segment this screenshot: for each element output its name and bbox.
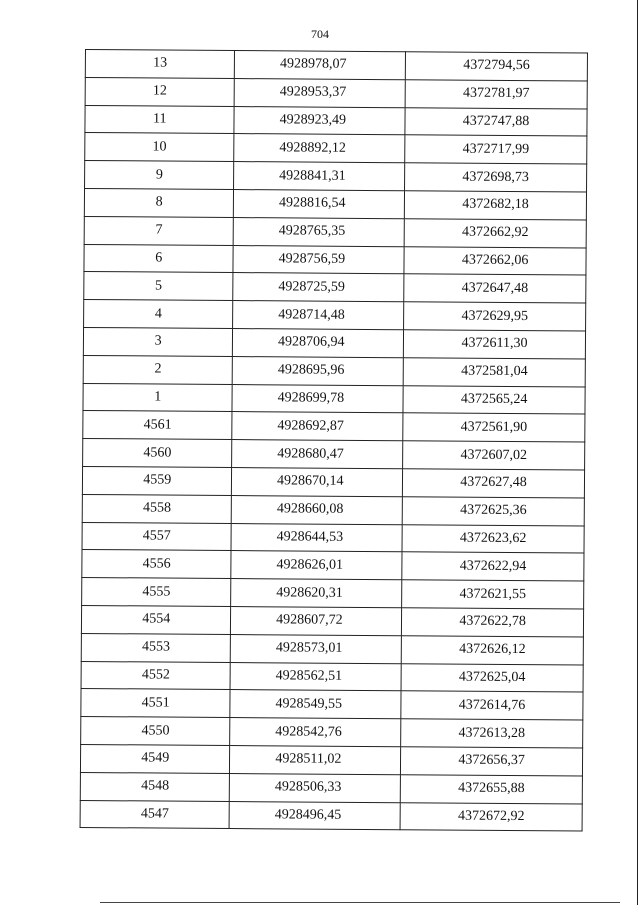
point-number-cell-text: 4554	[142, 611, 171, 627]
point-number-cell-text: 4550	[141, 722, 170, 739]
x-coordinate-cell-text: 4928562,51	[275, 668, 343, 684]
y-coordinate-cell-text: 4372581,04	[461, 363, 528, 380]
point-number-cell-text: 4561	[143, 417, 172, 433]
point-number-cell	[83, 355, 233, 384]
table-row	[82, 578, 584, 609]
point-number-cell-text: 3	[154, 333, 162, 349]
point-number-cell	[82, 466, 232, 495]
y-coordinate-cell	[404, 246, 586, 275]
point-number-cell	[85, 105, 235, 134]
point-number-cell	[82, 578, 232, 607]
x-coordinate-cell	[234, 217, 405, 246]
y-coordinate-cell-text: 4372781,97	[462, 85, 530, 102]
y-coordinate-cell	[402, 552, 584, 581]
y-coordinate-cell-text: 4372613,28	[458, 725, 526, 741]
x-coordinate-cell-text: 4928765,35	[278, 223, 346, 239]
coordinates-table-body	[80, 50, 587, 832]
table-row	[82, 522, 584, 553]
x-coordinate-cell-text: 4928670,14	[277, 473, 344, 490]
table-row	[83, 383, 585, 414]
point-number-cell	[83, 327, 233, 356]
x-coordinate-cell	[232, 495, 403, 524]
x-coordinate-cell-text: 4928644,53	[276, 529, 344, 545]
y-coordinate-cell-text: 4372607,02	[460, 447, 528, 463]
y-coordinate-cell-text: 4372698,73	[462, 169, 529, 185]
x-coordinate-cell-text: 4928626,01	[276, 557, 344, 573]
y-coordinate-cell-text: 4372565,24	[460, 391, 528, 408]
y-coordinate-cell	[404, 302, 586, 331]
x-coordinate-cell	[233, 273, 404, 302]
x-coordinate-cell	[231, 634, 402, 663]
table-row	[85, 161, 587, 192]
point-number-cell-text: 4558	[142, 500, 172, 516]
x-coordinate-cell	[234, 190, 405, 219]
point-number-cell	[81, 661, 231, 690]
point-number-cell-text: 4560	[143, 444, 172, 461]
y-coordinate-cell-text: 4372682,18	[462, 197, 529, 213]
x-coordinate-cell-text: 4928892,12	[279, 140, 346, 156]
y-coordinate-cell-text: 4372623,62	[459, 530, 527, 547]
point-number-cell	[80, 772, 230, 801]
y-coordinate-cell	[405, 107, 587, 136]
point-number-cell-text: 11	[152, 111, 167, 127]
y-coordinate-cell-text: 4372614,76	[458, 697, 526, 713]
table-row	[81, 633, 583, 664]
table-row	[83, 439, 585, 470]
x-coordinate-cell-text: 4928680,47	[277, 445, 344, 462]
x-coordinate-cell	[233, 329, 404, 358]
y-coordinate-cell	[404, 330, 586, 359]
x-coordinate-cell-text: 4928725,59	[278, 279, 345, 295]
point-number-cell	[81, 633, 231, 662]
point-number-cell-text: 7	[155, 222, 163, 238]
point-number-cell	[82, 522, 232, 551]
table-row	[81, 661, 583, 692]
x-coordinate-cell-text: 4928496,45	[274, 807, 342, 823]
y-coordinate-cell-text: 4372656,37	[458, 752, 525, 769]
y-coordinate-cell-text: 4372672,92	[457, 808, 525, 824]
y-coordinate-cell-text: 4372747,88	[462, 113, 530, 130]
y-coordinate-cell	[401, 663, 583, 692]
x-coordinate-cell-text: 4928549,55	[275, 696, 343, 712]
point-number-cell	[84, 300, 234, 329]
x-coordinate-cell-text: 4928978,07	[279, 56, 347, 73]
y-coordinate-cell-text: 4372662,06	[461, 252, 529, 269]
table-row	[83, 355, 585, 386]
point-number-cell-text: 6	[155, 250, 163, 266]
x-coordinate-cell-text: 4928953,37	[279, 84, 347, 101]
y-coordinate-cell	[402, 608, 584, 637]
table-row	[80, 800, 582, 831]
y-coordinate-cell	[400, 774, 582, 803]
y-coordinate-cell-text: 4372611,30	[461, 335, 528, 352]
point-number-cell	[85, 133, 235, 162]
x-coordinate-cell	[231, 662, 402, 691]
x-coordinate-cell-text: 4928692,87	[277, 418, 345, 434]
x-coordinate-cell-text: 4928542,76	[275, 723, 342, 740]
x-coordinate-cell-text: 4928706,94	[277, 334, 345, 351]
x-coordinate-cell	[230, 801, 401, 830]
x-coordinate-cell-text: 4928506,33	[274, 779, 342, 795]
point-number-cell-text: 4555	[142, 583, 171, 600]
y-coordinate-cell	[404, 219, 586, 248]
y-coordinate-cell-text: 4372625,36	[460, 502, 527, 519]
point-number-cell	[81, 605, 231, 634]
y-coordinate-cell	[405, 163, 587, 192]
x-coordinate-cell	[231, 523, 402, 552]
point-number-cell	[84, 188, 234, 217]
table-row	[85, 50, 587, 81]
x-coordinate-cell	[234, 162, 405, 191]
y-coordinate-cell	[404, 274, 586, 303]
table-row	[85, 105, 587, 136]
y-coordinate-cell-text: 4372622,94	[459, 558, 527, 574]
x-coordinate-cell	[232, 384, 403, 413]
point-number-cell-text: 8	[155, 194, 163, 210]
x-coordinate-cell	[234, 134, 405, 163]
table-row	[84, 244, 586, 275]
point-number-cell	[80, 800, 230, 829]
table-row	[84, 272, 586, 303]
x-coordinate-cell	[232, 467, 403, 496]
y-coordinate-cell	[400, 802, 582, 831]
x-coordinate-cell	[232, 412, 403, 441]
point-number-cell-text: 1	[154, 389, 162, 405]
x-coordinate-cell-text: 4928699,78	[277, 390, 345, 406]
table-row	[85, 133, 587, 164]
y-coordinate-cell-text: 4372561,90	[460, 419, 528, 435]
table-row	[82, 550, 584, 581]
y-coordinate-cell	[403, 469, 585, 498]
point-number-cell-text: 4556	[142, 556, 171, 572]
table-row	[83, 411, 585, 442]
x-coordinate-cell	[230, 773, 401, 802]
point-number-cell-text: 4	[154, 306, 162, 322]
y-coordinate-cell-text: 4372662,92	[462, 224, 529, 241]
x-coordinate-cell	[235, 51, 406, 80]
table-row	[81, 717, 583, 748]
x-coordinate-cell	[231, 551, 402, 580]
y-coordinate-cell-text: 4372717,99	[462, 141, 530, 157]
point-number-cell	[83, 439, 233, 468]
x-coordinate-cell-text: 4928695,96	[277, 362, 345, 378]
point-number-cell-text: 9	[155, 167, 163, 183]
x-coordinate-cell-text: 4928660,08	[276, 501, 344, 517]
x-coordinate-cell-text: 4928714,48	[278, 306, 345, 323]
table-row	[83, 327, 585, 358]
y-coordinate-cell	[405, 135, 587, 164]
y-coordinate-cell-text: 4372647,48	[461, 280, 529, 296]
y-coordinate-cell-text: 4372622,78	[459, 613, 526, 630]
y-coordinate-cell-text: 4372655,88	[458, 780, 525, 797]
coordinates-table	[80, 49, 588, 832]
point-number-cell-text: 4559	[143, 472, 172, 488]
y-coordinate-cell-text: 4372629,95	[461, 308, 529, 324]
x-coordinate-cell-text: 4928841,31	[279, 167, 346, 184]
x-coordinate-cell-text: 4928607,72	[276, 612, 343, 629]
point-number-cell	[84, 244, 234, 273]
y-coordinate-cell	[403, 385, 585, 414]
point-number-cell	[82, 494, 232, 523]
y-coordinate-cell	[404, 191, 586, 220]
x-coordinate-cell	[230, 718, 401, 747]
x-coordinate-cell	[235, 78, 406, 107]
x-coordinate-cell-text: 4928756,59	[278, 251, 346, 267]
point-number-cell-text: 13	[153, 55, 168, 71]
y-coordinate-cell-text: 4372625,04	[458, 669, 526, 686]
x-coordinate-cell	[233, 245, 404, 274]
x-coordinate-cell-text: 4928573,01	[275, 640, 343, 656]
x-coordinate-cell-text: 4928816,54	[278, 195, 346, 212]
page-number: 704	[311, 27, 329, 41]
y-coordinate-cell	[403, 357, 585, 386]
point-number-cell-text: 12	[152, 83, 167, 99]
point-number-cell-text: 4551	[141, 695, 170, 711]
table-row	[82, 466, 584, 497]
y-coordinate-cell	[403, 413, 585, 442]
point-number-cell-text: 4549	[141, 750, 170, 766]
point-number-cell-text: 4552	[141, 667, 170, 683]
x-coordinate-cell	[232, 440, 403, 469]
x-coordinate-cell-text: 4928511,02	[275, 751, 342, 768]
point-number-cell	[83, 383, 233, 412]
y-coordinate-cell	[403, 441, 585, 470]
table-row	[80, 772, 582, 803]
y-coordinate-cell	[401, 719, 583, 748]
y-coordinate-cell	[401, 691, 583, 720]
table-row	[85, 77, 587, 108]
point-number-cell-text: 4548	[141, 778, 170, 794]
point-number-cell-text: 5	[155, 278, 163, 294]
point-number-cell-text: 10	[152, 139, 167, 155]
table-row	[81, 605, 583, 636]
point-number-cell	[84, 272, 234, 301]
x-coordinate-cell	[234, 106, 405, 135]
point-number-cell	[82, 550, 232, 579]
x-coordinate-cell	[230, 690, 401, 719]
table-row	[82, 494, 584, 525]
point-number-cell-text: 4557	[142, 528, 171, 544]
x-coordinate-cell	[233, 356, 404, 385]
point-number-cell	[81, 717, 231, 746]
point-number-cell	[84, 216, 234, 245]
x-coordinate-cell	[230, 745, 401, 774]
y-coordinate-cell	[401, 635, 583, 664]
point-number-cell	[80, 744, 230, 773]
table-row	[84, 216, 586, 247]
y-coordinate-cell	[402, 524, 584, 553]
table-row	[80, 744, 582, 775]
point-number-cell	[85, 77, 235, 106]
page-bottom-line	[100, 902, 620, 903]
x-coordinate-cell	[231, 579, 402, 608]
point-number-cell-text: 4553	[142, 639, 171, 655]
y-coordinate-cell-text: 4372794,56	[463, 58, 530, 74]
point-number-cell-text: 4547	[140, 806, 169, 822]
y-coordinate-cell-text: 4372627,48	[460, 474, 527, 491]
y-coordinate-cell	[401, 747, 583, 776]
point-number-cell	[85, 50, 235, 79]
point-number-cell	[81, 689, 231, 718]
page-edge-line	[637, 0, 638, 905]
point-number-cell-text: 2	[154, 361, 162, 377]
y-coordinate-cell-text: 4372626,12	[459, 641, 526, 658]
y-coordinate-cell	[402, 580, 584, 609]
table-row	[84, 300, 586, 331]
y-coordinate-cell	[405, 80, 587, 109]
x-coordinate-cell	[233, 301, 404, 330]
y-coordinate-cell	[402, 496, 584, 525]
x-coordinate-cell-text: 4928620,31	[276, 584, 343, 601]
y-coordinate-cell	[405, 52, 587, 81]
y-coordinate-cell-text: 4372621,55	[459, 586, 527, 602]
table-row	[81, 689, 583, 720]
point-number-cell	[85, 161, 235, 190]
x-coordinate-cell-text: 4928923,49	[279, 112, 347, 128]
point-number-cell	[83, 411, 233, 440]
x-coordinate-cell	[231, 606, 402, 635]
table-row	[84, 188, 586, 219]
